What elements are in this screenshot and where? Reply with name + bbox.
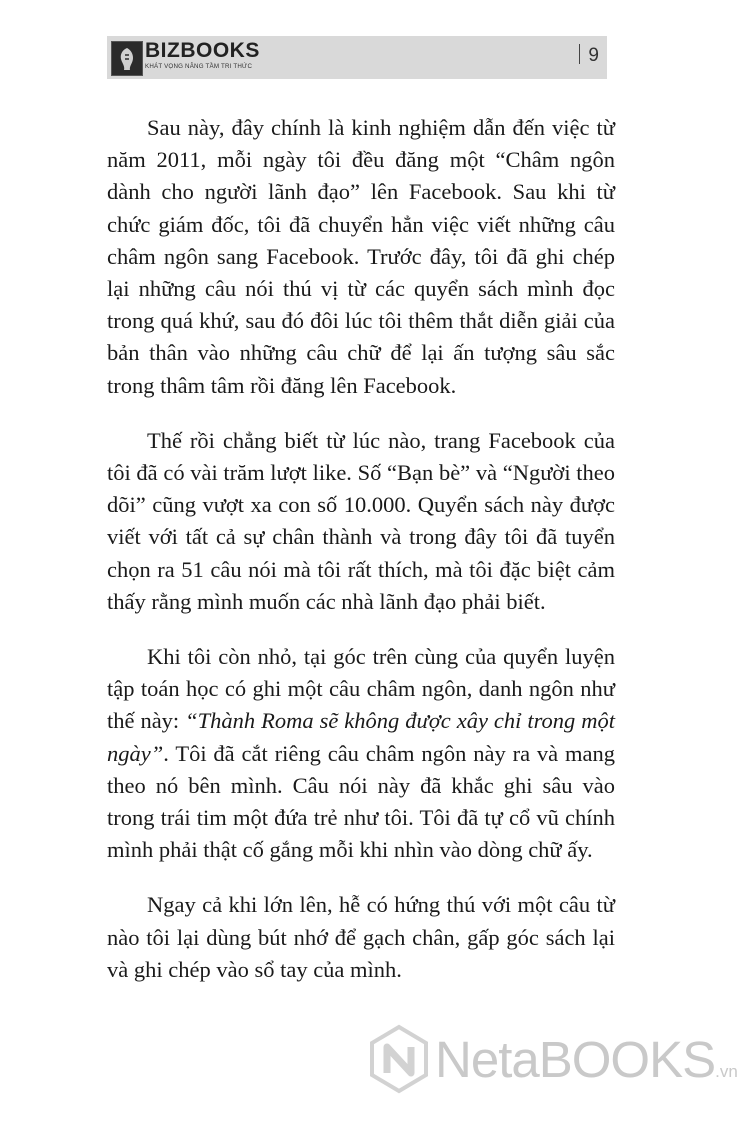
watermark-suffix: .vn [715,1062,738,1081]
paragraph-text: Khi tôi còn nhỏ, tại góc trên cùng của quyển luyện tập toán học có ghi một câu châm ngôn, danh ngôn như thế này: [107,644,615,734]
paragraph-text: Ngay cả khi lớn lên, hễ có hứng thú với một câu từ nào tôi lại dùng bút nhớ để gạch chân, gấp góc sách lại và ghi chép vào sổ tay của mình. [107,892,615,982]
brand-tagline: KHÁT VỌNG NÂNG TẦM TRI THỨC [145,63,253,70]
watermark-text [435,1033,738,1099]
watermark-brand: NetaBOOKS [435,1031,716,1088]
bizbooks-logo-icon [111,41,143,76]
quoted-proverb: “Thành Roma sẽ không được xây chỉ trong một ngày” [107,708,615,766]
netabooks-logo-icon [369,1025,429,1093]
page-number-divider [579,44,581,64]
body-paragraph [107,889,615,986]
body-paragraph [107,112,615,402]
paragraph-text: Sau này, đây chính là kinh nghiệm dẫn đến việc từ năm 2011, mỗi ngày tôi đều đăng một “Châm ngôn dành cho người lãnh đạo” lên Facebook. Sau khi từ chức giám đốc, tôi đã chuyển hẳn việc viết những câu châm ngôn sang Facebook. Trước đây, tôi đã ghi chép lại những câu nói thú vị từ các quyển sách mình đọc trong quá khứ, sau đó đôi lúc tôi thêm thắt diễn giải của bản thân vào những câu chữ để lại ấn tượng sâu sắc trong thâm tâm rồi đăng lên Facebook. [107,115,615,398]
paragraph-text: Thế rồi chẳng biết từ lúc nào, trang Facebook của tôi đã có vài trăm lượt like. Số “Bạn bè” và “Người theo dõi” cũng vượt xa con số 10.000. Quyển sách này được viết với tất cả sự chân thành và trong đây tôi đã tuyển chọn ra 51 câu nói mà tôi rất thích, mà tôi đặc biệt cảm thấy rằng mình muốn các nhà lãnh đạo phải biết. [107,427,615,614]
body-paragraph [107,641,615,866]
page-header [107,36,607,79]
page-number [579,44,599,67]
brand-name: BIZBOOKS [145,39,260,62]
body-text [107,112,615,1009]
page-number-value: 9 [588,45,599,66]
watermark [369,1025,738,1095]
body-paragraph [107,425,615,618]
paragraph-text: . Tôi đã cắt riêng câu châm ngôn này ra và mang theo nó bên mình. Câu nói này đã khắc ghi sâu vào trong trái tim một đứa trẻ như tôi. Tôi đã tự cổ vũ chính mình phải thật cố gắng mỗi khi nhìn vào dòng chữ ấy. [107,740,615,863]
